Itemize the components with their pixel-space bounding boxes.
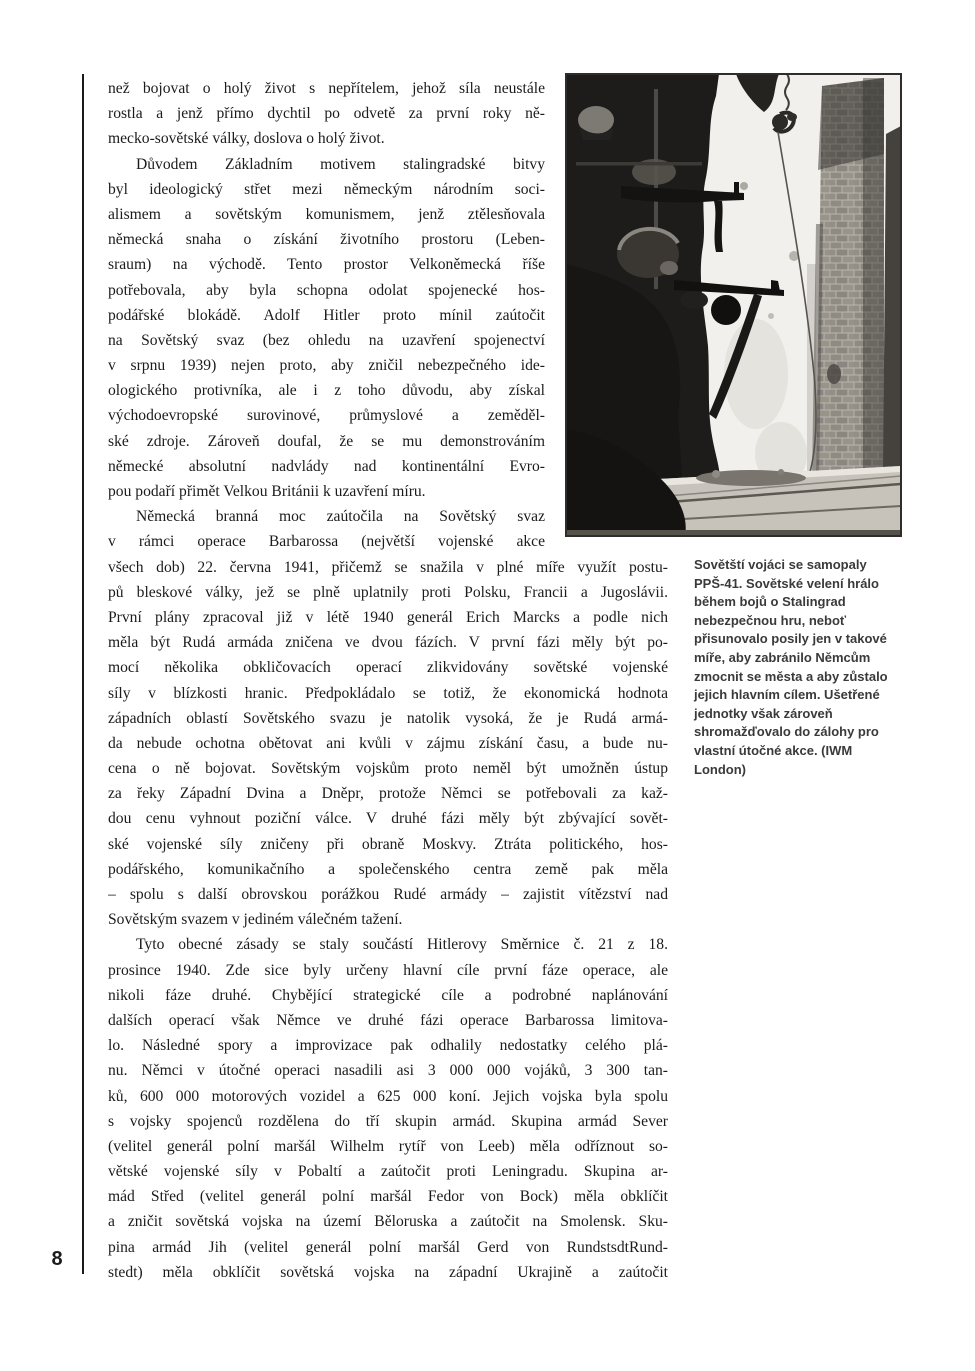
- text-line: všech dob) 22. června 1941, přičemž se snažila v plné míře využít postu-: [108, 558, 668, 576]
- text-line: mád Střed (velitel generál polní maršál Fedor von Bock) měla obklíčit: [108, 1188, 668, 1206]
- text-line: mocí několika obkličovacích operací zlikvidovány sovětské vojenské: [108, 659, 668, 677]
- text-line: za řeky Západní Dvina a Dněpr, protože Němci se potřebovali za kaž-: [108, 785, 668, 803]
- text-line: potřebovala, aby byla schopna odolat spojenecké hos-: [108, 281, 545, 299]
- text-line: byl ideologický střet mezi německým národním soci-: [108, 180, 545, 198]
- text-line: lo. Následné spory a improvizace pak odhalily nedostatky celého plá-: [108, 1037, 668, 1055]
- text-line: rostla a jenž přímo dychtil po odvetě za první roky ně-: [108, 105, 545, 123]
- text-line: nikoli fáze druhé. Chybějící strategické cíle a podrobné naplánování: [108, 986, 668, 1004]
- text-line: v rámci operace Barbarossa (největší vojenské akce: [108, 533, 545, 551]
- right-wall-fragment: [883, 126, 901, 474]
- text-line: na Sovětský svaz (bez ohledu na uzavření spojenectví: [108, 331, 545, 349]
- text-line: a zničit sovětská vojska na území Běloruska a zaútočit na Smolensk. Sku-: [108, 1213, 668, 1231]
- text-line: ské vojenské síly zničeny při obraně Moskvy. Ztráta politického, hos-: [108, 835, 668, 853]
- text-line: – spolu s další obrovskou porážkou Rudé armády – zajistit vítězství nad: [108, 886, 668, 903]
- text-line: pou podaří přimět Velkou Británii k uzavření míru.: [108, 483, 426, 500]
- text-line: První plány zpracoval již v létě 1940 generál Erich Marcks a podle nich: [108, 608, 668, 626]
- text-line: prosince 1940. Zde sice byly určeny hlavní cíle první fáze operace, ale: [108, 961, 668, 979]
- text-line: podářského, komunikačního a společenského centra země pak měla: [108, 860, 668, 878]
- text-line: dou cenu vyhnout poziční válce. V druhé fázi měly být zbývající sovět-: [108, 810, 668, 828]
- text-line: měla být Rudá armáda zničena ve dvou fázích. V první fázi měly být po-: [108, 634, 668, 652]
- text-line: Důvodem Základním motivem stalingradské bitvy: [136, 155, 545, 173]
- text-line: německá snaha o získání životního prostoru (Leben-: [108, 231, 545, 249]
- photo-caption: Sovětští vojáci se samopaly PPŠ-41. Sovětské velení hrálo během bojů o Stalingrad nebezpečnou hru, neboť přisunovalo posily jen v takové míře, aby zabránilo Němcům zmocnit se města a aby zůstalo jejich hlavním cílem. Ušetřené jednotky však zároveň shromažďovalo do zálohy pro vlastní útočné akce. (IWM London): [694, 557, 888, 777]
- photo-figure: [565, 73, 902, 537]
- page-number: 8: [51, 1248, 63, 1270]
- text-line: sraum) na východě. Tento prostor Velkoněmecká říše: [108, 256, 545, 274]
- text-line: mecko-sovětské války, doslova o holý život.: [108, 130, 385, 148]
- text-line: dalších operací však Němce ve druhé fázi operace Barbarossa limitova-: [108, 1011, 668, 1029]
- text-line: nu. Němci v útočné operaci nasadili asi 3 000 000 vojáků, 3 300 tan-: [108, 1062, 668, 1080]
- text-line: cena o ně bojovat. Sovětským vojskům proto neměl být umožněn ústup: [108, 760, 668, 778]
- text-line: Sovětským svazem v jediném válečném tažení.: [108, 911, 403, 929]
- brick-column: [812, 78, 884, 478]
- text-line: Tyto obecné zásady se staly součástí Hitlerovy Směrnice č. 21 z 18.: [136, 936, 668, 954]
- text-line: v srpnu 1939) nejen proto, aby zničil nebezpečného ide-: [108, 357, 545, 375]
- text-line: ologického protivníka, ale i z toho důvodu, aby získal: [108, 382, 545, 400]
- text-line: podářské blokádě. Adolf Hitler proto mínil zaútočit: [108, 306, 545, 324]
- text-line: německé absolutní nadvlády nad kontinentální Evro-: [108, 457, 545, 475]
- text-line: ků, 600 000 motorových vozidel a 625 000 koní. Jejich vojska byla spolu: [108, 1087, 668, 1105]
- text-line: Německá branná moc zaútočila na Sovětský svaz: [136, 508, 545, 526]
- text-line: (velitel generál polní maršál Wilhelm rytíř von Leeb) měla odříznout so-: [108, 1137, 668, 1155]
- text-line: pina armád Jih (velitel generál polní maršál Gerd von RundstsdtRund-: [108, 1238, 668, 1256]
- text-line: alismem a sovětským komunismem, jenž ztělesňovala: [108, 205, 545, 223]
- text-line: větské vojenské síly v Pobaltí a zaútočit proti Leningradu. Skupina ar-: [108, 1163, 668, 1181]
- text-line: západních oblastí Sovětského svazu je natolik vysoká, že je Rudá armá-: [108, 709, 668, 727]
- text-line: ské zdroje. Zároveň doufal, že se mu demonstrováním: [108, 432, 545, 450]
- text-line: než bojovat o holý život s nepřítelem, jehož síla neustále: [108, 80, 545, 97]
- text-line: síly v blízkosti hranic. Předpokládalo se totiž, že ekonomická hodnota: [108, 684, 668, 702]
- text-line: pů bleskové války, jež se plně uplatnily proti Polsku, Francii a Jugoslávii.: [108, 583, 668, 601]
- text-line: východoevropské surovinové, průmyslové a zeměděl-: [108, 407, 545, 425]
- soviet-soldiers-ppsh41-photo: [566, 74, 901, 536]
- text-line: s vojsky spojenců rozdělena do tří skupin armád. Skupina armád Sever: [108, 1112, 668, 1130]
- text-line: stedt) měla obklíčit sovětská vojska na západní Ukrajině a zaútočit: [108, 1263, 668, 1281]
- text-line: da nebude ochotna obětovat ani kvůli v zájmu získání času, a bude nu-: [108, 734, 668, 752]
- margin-rule: [82, 74, 84, 1274]
